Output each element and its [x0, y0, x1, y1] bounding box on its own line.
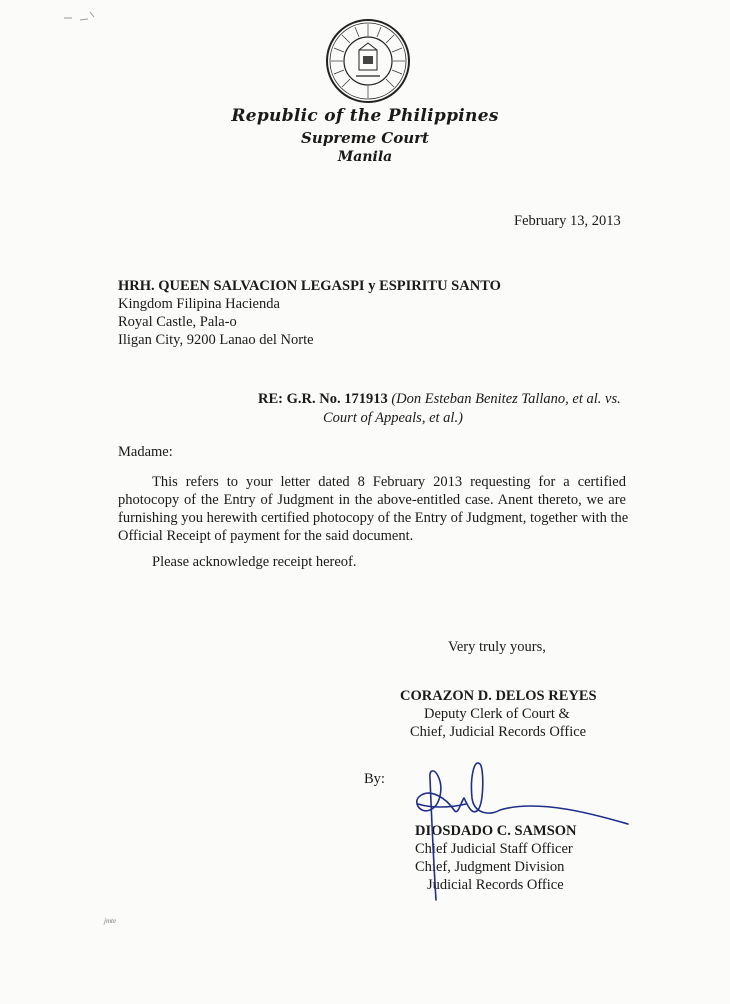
by-label: By: [364, 771, 385, 787]
case-title-continued: Court of Appeals, et al.) [323, 410, 463, 426]
acknowledge-request: Please acknowledge receipt hereof. [152, 554, 357, 570]
handwritten-signature [400, 758, 640, 908]
signatory-title: Chief, Judgment Division [415, 859, 565, 875]
scribble-mark [60, 8, 110, 28]
signatory-title: Judicial Records Office [427, 877, 564, 893]
body-line: photocopy of the Entry of Judgment in the above-entitled case. Anent thereto, we are [118, 492, 626, 508]
recipient-address-line: Royal Castle, Pala-o [118, 314, 237, 330]
body-line: furnishing you herewith certified photocopy of the Entry of Judgment, together with the [118, 510, 629, 526]
signatory-title: Chief Judicial Staff Officer [415, 841, 573, 857]
reference-line [258, 390, 621, 408]
body-paragraph [118, 473, 629, 545]
body-line: Official Receipt of payment for the said document. [118, 528, 414, 544]
letterhead-court: Supreme Court [301, 129, 429, 147]
signatory-name: CORAZON D. DELOS REYES [400, 688, 597, 704]
signatory-name: DIOSDADO C. SAMSON [415, 823, 577, 839]
case-number: RE: G.R. No. 171913 [258, 391, 388, 407]
signatory-title: Chief, Judicial Records Office [410, 724, 587, 740]
letterhead-republic: Republic of the Philippines [231, 106, 499, 126]
body-line: This refers to your letter dated 8 February 2013 requesting for a certified [152, 474, 626, 490]
recipient-address-line: Kingdom Filipina Hacienda [118, 296, 280, 312]
recipient-address-line: Iligan City, 9200 Lanao del Norte [118, 332, 314, 348]
recipient-name: HRH. QUEEN SALVACION LEGASPI y ESPIRITU SANTO [118, 278, 501, 294]
typist-initials: jmte [104, 917, 117, 925]
signatory-block-primary [400, 687, 597, 741]
case-title: (Don Esteban Benitez Tallano, et al. vs. [391, 391, 621, 407]
signatory-title: Deputy Clerk of Court & [424, 706, 570, 722]
supreme-court-seal-icon [325, 18, 411, 104]
closing: Very truly yours, [448, 639, 546, 655]
letter-date: February 13, 2013 [514, 213, 621, 229]
salutation: Madame: [118, 444, 173, 460]
letterhead-city: Manila [337, 149, 393, 165]
recipient-block [118, 277, 501, 349]
